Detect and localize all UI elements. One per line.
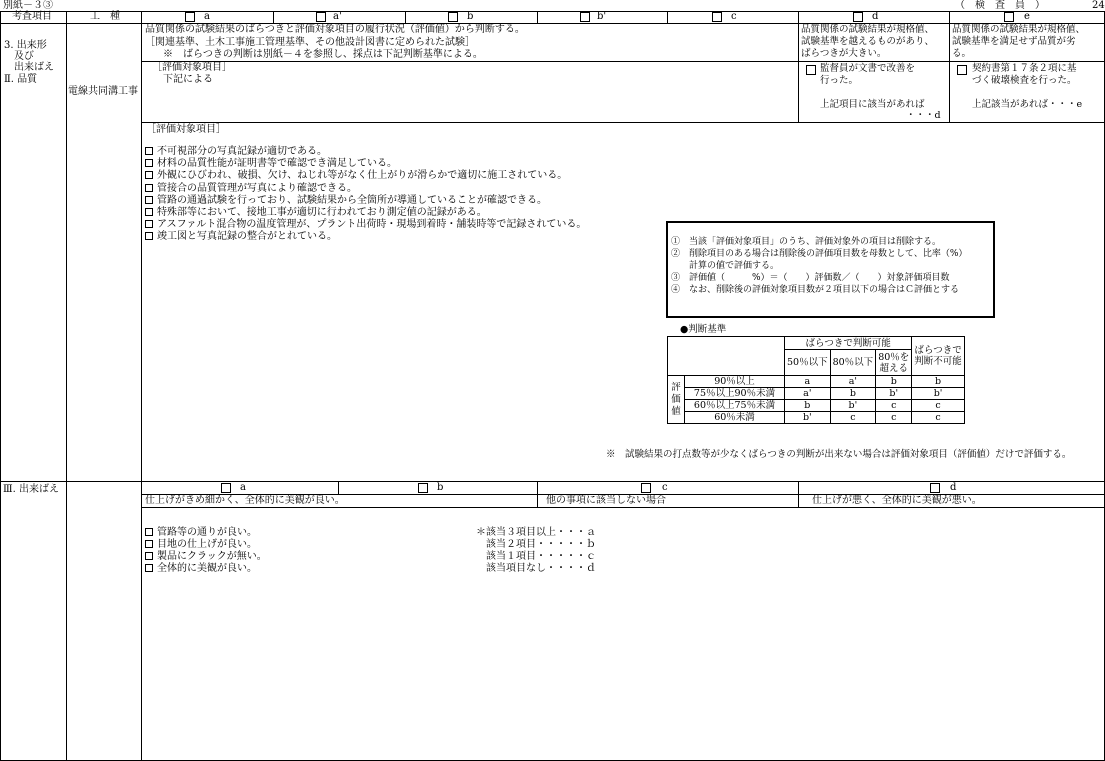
eval-item	[145, 183, 586, 195]
eval-item-list	[145, 146, 586, 244]
scoring-line: 該当項目なし・・・・ｄ	[476, 563, 596, 574]
eval-item	[145, 170, 586, 182]
dekibae-item	[145, 563, 267, 575]
note-line: ③ 評価値（ %）＝（ ）評価数／（ ）対象評価項目数	[671, 273, 950, 283]
e-criteria-text: 試験基準を満足せず品質が劣	[952, 36, 1076, 47]
criteria-title: ●判断基準	[680, 324, 727, 335]
dekibae-item-text: 管路等の通りが良い。	[157, 527, 257, 538]
eval-item-checkbox[interactable]	[145, 196, 153, 204]
rule	[141, 11, 142, 761]
d-note: ・・・d	[906, 110, 941, 121]
eval-item-checkbox[interactable]	[145, 208, 153, 216]
criteria-header-under80: 80％以下	[830, 350, 876, 376]
criteria-cell: a'	[830, 376, 876, 388]
dekibae-item-checkbox[interactable]	[145, 552, 153, 560]
grade-d-label: d	[872, 11, 879, 22]
section-quality-title: Ⅱ. 品質	[4, 74, 38, 85]
quality-text: ［関連基準、土木工事施工管理基準、その他設計図書に定められた試験］	[145, 37, 475, 48]
grade-a-prime-checkbox[interactable]	[316, 12, 326, 22]
criteria-range: 90％以上	[685, 376, 785, 388]
criteria-table	[667, 336, 965, 424]
rule	[338, 481, 339, 494]
dekibae-b-checkbox[interactable]	[418, 483, 428, 493]
criteria-range: 60％以上75％未満	[685, 400, 785, 412]
eval-target-label: ［評価対象項目］	[152, 62, 232, 73]
dekibae-d-checkbox[interactable]	[930, 483, 940, 493]
dekibae-item-text: 目地の仕上げが良い。	[157, 539, 257, 550]
grade-a-prime-label: a'	[333, 11, 342, 22]
rule	[798, 481, 799, 507]
grade-e-checkbox[interactable]	[1004, 12, 1014, 22]
dekibae-a-label: a	[240, 482, 246, 493]
rule	[949, 11, 950, 122]
dekibae-item-text: 製品にクラックが無い。	[157, 551, 267, 562]
eval-item-checkbox[interactable]	[145, 232, 153, 240]
criteria-cell: b'	[830, 400, 876, 412]
criteria-cell: b	[785, 400, 831, 412]
e-destructive-test-checkbox[interactable]	[957, 65, 967, 75]
eval-item-checkbox[interactable]	[145, 159, 153, 167]
grade-a-checkbox[interactable]	[185, 12, 195, 22]
eval-target-sub: 下記による	[163, 74, 213, 85]
rule	[0, 481, 1105, 482]
e-criteria-text: 品質関係の試験結果が規格値、	[952, 24, 1086, 35]
eval-item	[145, 195, 586, 207]
d-improvement-checkbox[interactable]	[806, 65, 816, 75]
rule	[537, 481, 538, 507]
criteria-cell: b'	[785, 412, 831, 424]
e-check-text: 契約書第１７条２項に基	[972, 63, 1077, 74]
rule	[66, 11, 67, 761]
criteria-cell: b	[912, 376, 965, 388]
criteria-header-under50: 50％以下	[785, 350, 831, 376]
grade-d-checkbox[interactable]	[853, 12, 863, 22]
criteria-range: 75％以上90％未満	[685, 388, 785, 400]
criteria-header-over80: 80％を 超える	[876, 350, 912, 376]
section-dekibae-title: Ⅲ. 出来ばえ	[3, 484, 60, 495]
quality-text: ※ ばらつきの判断は別紙－４を参照し、採点は下記判断基準による。	[163, 49, 483, 60]
grade-b-checkbox[interactable]	[448, 12, 458, 22]
eval-item	[145, 158, 586, 170]
grade-a-label: a	[204, 11, 210, 22]
eval-item-checkbox[interactable]	[145, 171, 153, 179]
criteria-cell: c	[912, 400, 965, 412]
grade-c-checkbox[interactable]	[712, 12, 722, 22]
d-note: 上記項目に該当があれば	[820, 99, 925, 110]
quality-text: 品質関係の試験結果のばらつきと評価対象項目の履行状況（評価値）から判断する。	[145, 24, 525, 35]
eval-item-checkbox[interactable]	[145, 147, 153, 155]
criteria-cell: c	[830, 412, 876, 424]
eval-item-text: 特殊部等において、接地工事が適切に行われており測定値の記録がある。	[157, 206, 487, 218]
eval-item	[145, 219, 586, 231]
rule	[141, 61, 798, 62]
footnote: ※ 試験結果の打点数等が少なくばらつきの判断が出来ない場合は評価対象項目（評価値）だけで評価する。	[606, 449, 1072, 460]
eval-item-text: 不可視部分の写真記録が適切である。	[157, 146, 327, 157]
eval-item	[145, 207, 586, 219]
section-3-title: 出来ばえ	[14, 62, 54, 73]
criteria-row-label: 評 価 値	[668, 376, 685, 424]
dekibae-item-list	[145, 527, 267, 575]
rule	[273, 11, 274, 23]
eval-item-text: 管路の通過試験を行っており、試験結果から全箇所が導通していることが確認できる。	[157, 194, 547, 206]
rule	[0, 11, 1, 761]
page-number: 24	[1092, 0, 1105, 11]
dekibae-item	[145, 527, 267, 539]
grade-b-prime-checkbox[interactable]	[580, 12, 590, 22]
dekibae-desc-ab: 仕上げがきめ細かく、全体的に美観が良い。	[145, 495, 345, 506]
eval-items-label: ［評価対象項目］	[146, 124, 226, 135]
eval-item-text: 外観にひびわれ、破損、欠け、ねじれ等がなく仕上がりが滑らかで適切に施工されている。	[157, 170, 568, 182]
eval-item-checkbox[interactable]	[145, 184, 153, 192]
dekibae-scoring	[476, 527, 596, 575]
rule	[667, 11, 668, 23]
eval-item-text: アスファルト混合物の温度管理が、プラント出荷時・現場到着時・舗装時等で記録されている。	[157, 219, 587, 231]
col-header-work: 工 種	[90, 11, 120, 22]
inspector-label: （ 検 査 員 ）	[955, 0, 1045, 11]
criteria-cell: c	[912, 412, 965, 424]
rule	[537, 11, 538, 23]
note-line: ② 削除項目のある場合は削除後の評価項目数を母数として、比率（%）	[671, 249, 968, 259]
grade-b-prime-label: b'	[597, 11, 607, 22]
eval-item	[145, 146, 586, 158]
criteria-cell: b	[830, 388, 876, 400]
criteria-cell: c	[876, 400, 912, 412]
dekibae-a-checkbox[interactable]	[221, 483, 231, 493]
criteria-cell: a'	[785, 388, 831, 400]
criteria-header-variance: ばらつきで判断可能	[785, 337, 912, 350]
d-check-text: 行った。	[820, 75, 859, 86]
note-line: 計算の値で評価する。	[671, 261, 780, 271]
dekibae-c-label: c	[662, 482, 668, 493]
rule	[798, 61, 1104, 62]
eval-item-text: 竣工図と写真記録の整合がとれている。	[157, 231, 337, 243]
dekibae-c-checkbox[interactable]	[641, 483, 651, 493]
eval-item-checkbox[interactable]	[145, 220, 153, 228]
e-check-text: づく破壊検査を行った。	[972, 75, 1077, 86]
dekibae-item	[145, 551, 267, 563]
criteria-cell: a	[785, 376, 831, 388]
rule	[141, 122, 1105, 123]
criteria-corner	[668, 337, 785, 376]
d-criteria-text: 試験基準を越えるものがあり、	[801, 36, 935, 47]
notes-box	[666, 221, 995, 318]
d-criteria-text: ばらつきが大きい。	[801, 48, 887, 59]
dekibae-item-checkbox[interactable]	[145, 564, 153, 572]
grade-c-label: c	[731, 11, 737, 22]
dekibae-item-checkbox[interactable]	[145, 528, 153, 536]
criteria-header-unable: ばらつきで 判断不可能	[912, 337, 965, 376]
grade-e-label: e	[1024, 11, 1030, 22]
scoring-line: 該当２項目・・・・・ｂ	[476, 539, 596, 550]
sheet-id: 別紙－３③	[3, 0, 53, 11]
note-line: ① 当該「評価対象項目」のうち、評価対象外の項目は削除する。	[671, 237, 942, 247]
eval-item-text: 管接合の品質管理が写真により確認できる。	[157, 182, 357, 194]
criteria-cell: b'	[912, 388, 965, 400]
e-criteria-text: る。	[952, 48, 972, 59]
d-check-text: 監督員が文書で改善を	[820, 63, 916, 74]
scoring-line: ＊該当３項目以上・・・ａ	[476, 527, 596, 538]
section-3-title: 3. 出来形	[4, 40, 47, 51]
section-3-title: 及び	[14, 51, 34, 62]
scoring-line: 該当１項目・・・・・ｃ	[476, 551, 596, 562]
dekibae-d-label: d	[950, 482, 957, 493]
dekibae-desc-c: 他の事項に該当しない場合	[546, 495, 666, 506]
e-note: 上記該当があれば・・・e	[972, 99, 1083, 110]
grade-b-label: b	[467, 11, 474, 22]
criteria-range: 60％未満	[685, 412, 785, 424]
dekibae-item-checkbox[interactable]	[145, 540, 153, 548]
criteria-cell: c	[876, 412, 912, 424]
dekibae-item-text: 全体的に美観が良い。	[157, 563, 257, 574]
col-header-item: 考査項目	[12, 11, 52, 22]
dekibae-b-label: b	[437, 482, 444, 493]
criteria-cell: b'	[876, 388, 912, 400]
rule	[405, 11, 406, 23]
dekibae-desc-d: 仕上げが悪く、全体的に美観が悪い。	[812, 495, 982, 506]
rule	[798, 11, 799, 122]
rule	[141, 507, 1105, 508]
rule	[0, 11, 1105, 12]
work-type: 電線共同溝工事	[68, 86, 138, 97]
eval-item	[145, 231, 586, 243]
d-criteria-text: 品質関係の試験結果が規格値、	[801, 24, 935, 35]
note-line: ④ なお、削除後の評価対象項目数が２項目以下の場合はＣ評価とする	[671, 285, 960, 295]
criteria-cell: b	[876, 376, 912, 388]
dekibae-item	[145, 539, 267, 551]
eval-item-text: 材料の品質性能が証明書等で確認でき満足している。	[157, 158, 397, 170]
